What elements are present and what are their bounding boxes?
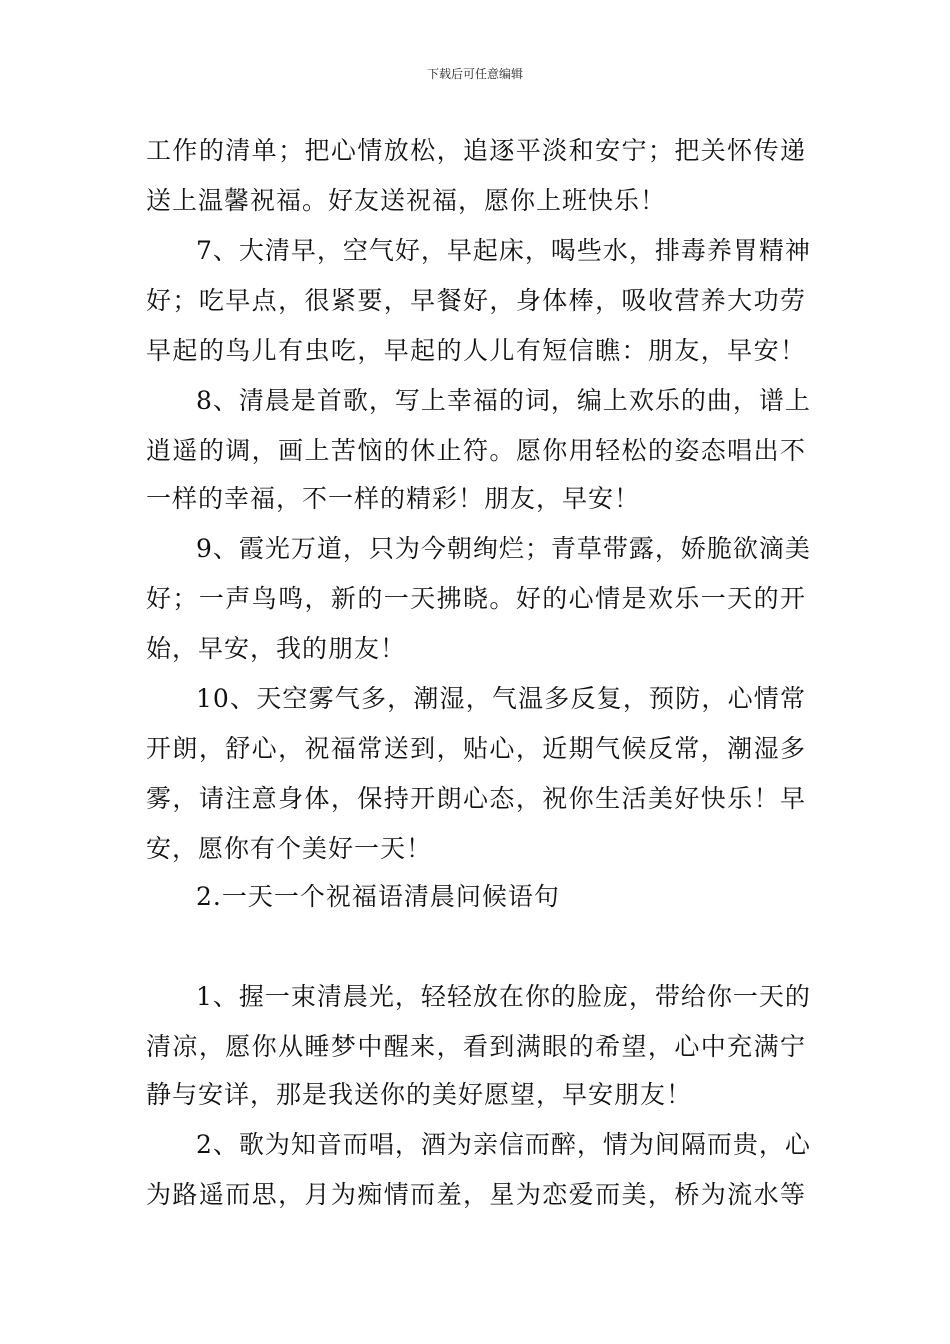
text-line: 一样的幸福，不一样的精彩！朋友，早安！ [146, 484, 641, 513]
text-line: 工作的清单；把心情放松，追逐平淡和安宁；把关怀传递 [146, 136, 806, 165]
text-line: 逍遥的调，画上苦恼的休止符。愿你用轻松的姿态唱出不 [146, 436, 806, 465]
text-line: 安，愿你有个美好一天！ [146, 834, 433, 863]
text-line: 清凉，愿你从睡梦中醒来，看到满眼的希望，心中充满宁 [146, 1032, 806, 1061]
text-line: 静与安详，那是我送你的美好愿望，早安朋友！ [146, 1080, 693, 1109]
text-line: 雾，请注意身体，保持开朗心态，祝你生活美好快乐！早 [146, 784, 806, 813]
text-line: 为路遥而思，月为痴情而羞，星为恋爱而美，桥为流水等 [146, 1180, 806, 1209]
section-heading: 2.一天一个祝福语清晨问候语句 [196, 882, 560, 911]
page-header: 下载后可任意编辑 [426, 67, 523, 81]
paragraph-start-line: 10、天空雾气多，潮湿，气温多反复，预防，心情常 [196, 684, 806, 713]
text-line: 好；吃早点，很紧要，早餐好，身体棒，吸收营养大功劳 [146, 286, 806, 315]
text-line: 始，早安，我的朋友！ [146, 634, 407, 663]
text-line: 早起的鸟儿有虫吃，早起的人儿有短信瞧：朋友，早安！ [146, 336, 806, 365]
text-line: 开朗，舒心，祝福常送到，贴心，近期气候反常，潮湿多 [146, 734, 806, 763]
paragraph-start-line: 1、握一束清晨光，轻轻放在你的脸庞，带给你一天的 [196, 982, 811, 1011]
paragraph-start-line: 2、歌为知音而唱，酒为亲信而醉，情为间隔而贵，心 [196, 1130, 811, 1159]
paragraph-start-line: 8、清晨是首歌，写上幸福的词，编上欢乐的曲，谱上 [196, 386, 811, 415]
text-line: 好；一声鸟鸣，新的一天拂晓。好的心情是欢乐一天的开 [146, 584, 806, 613]
paragraph-start-line: 9、霞光万道，只为今朝绚烂；青草带露，娇脆欲滴美 [196, 534, 811, 563]
text-line: 送上温馨祝福。好友送祝福，愿你上班快乐！ [146, 186, 667, 215]
paragraph-start-line: 7、大清早，空气好，早起床，喝些水，排毒养胃精神 [196, 236, 811, 265]
